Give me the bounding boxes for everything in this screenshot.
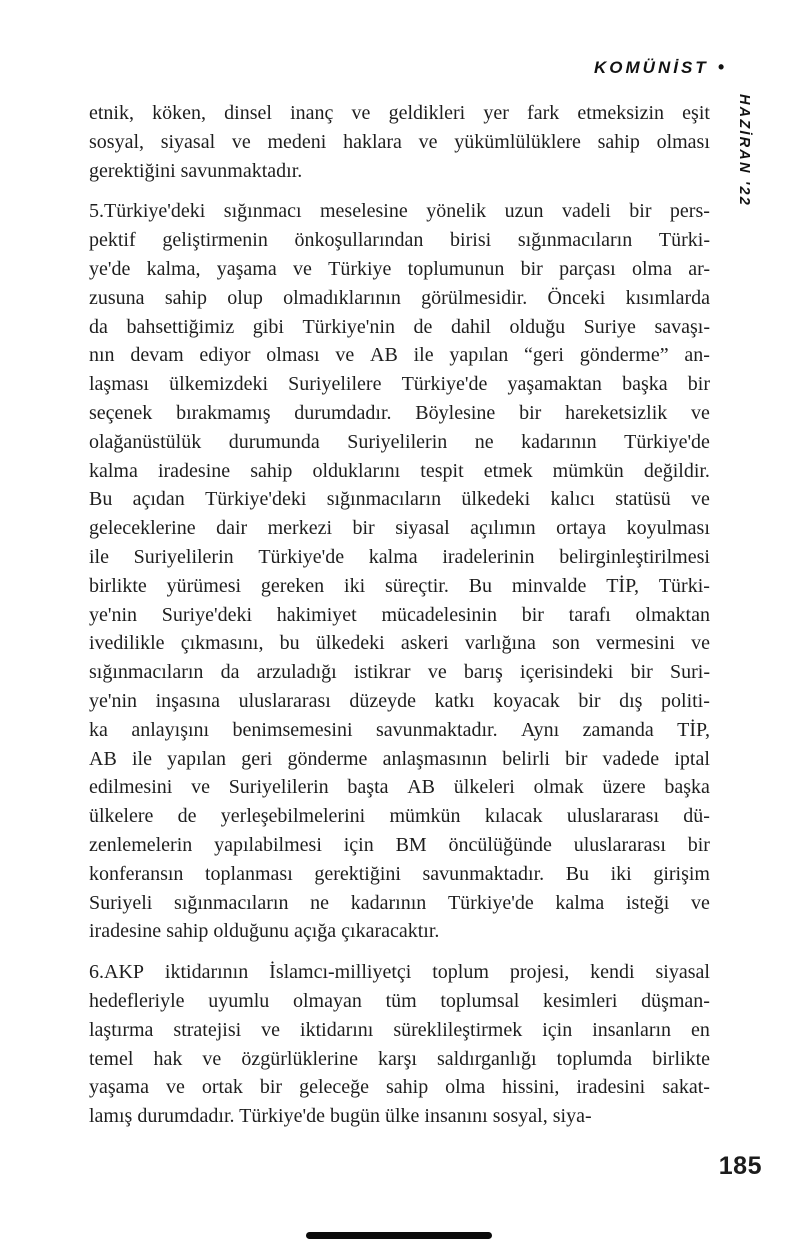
text-line: yaşama ve ortak bir geleceğe sahip olma hissini, iradesini sakat- [89, 1076, 710, 1099]
text-line: da bahsettiğimiz gibi Türkiye'nin de dahil olduğu Suriye savaşı- [89, 315, 710, 338]
text-line: geleceklerine dair merkezi bir siyasal açılımın ortaya koyulması [89, 517, 710, 540]
text-line: kalma iradesine sahip olduklarını tespit etmek mümkün değildir. [89, 459, 710, 482]
text-line: seçenek bırakmamış durumdadır. Böylesine bir hareketsizlik ve [89, 401, 710, 424]
text-line: gerektiğini savunmaktadır. [89, 159, 303, 182]
text-line: pektif geliştirmenin önkoşullarından birisi sığınmacıların Türki- [89, 229, 710, 252]
text-line: ka anlayışını benimsemesini savunmaktadır. Aynı zamanda TİP, [89, 718, 710, 741]
text-line: zusuna sahip olup olmadıklarının görülmesidir. Önceki kısımlarda [89, 286, 710, 309]
text-line: ivedilikle çıkmasını, bu ülkedeki askeri varlığına son vermesini ve [89, 632, 710, 655]
body-text [89, 99, 710, 1131]
text-line: ye'nin inşasına uluslararası düzeyde katkı koyacak bir dış politi- [89, 689, 710, 712]
text-line: birlikte yürümesi gereken iki süreçtir. Bu minvalde TİP, Türki- [89, 574, 710, 597]
text-line: zenlemelerin yapılabilmesi için BM öncülüğünde uluslararası bir [89, 833, 710, 856]
text-line: ülkelere de yerleşebilmelerini mümkün kılacak uluslararası dü- [89, 805, 710, 828]
paragraph [89, 958, 710, 1131]
text-line: Bu açıdan Türkiye'deki sığınmacıların ülkedeki kalıcı statüsü ve [89, 488, 710, 511]
text-line: iradesine sahip olduğunu açığa çıkaracaktır. [89, 920, 440, 943]
text-line: AB ile yapılan geri gönderme anlaşmasının belirli bir vadede iptal [89, 747, 710, 770]
text-line: sosyal, siyasal ve medeni haklara ve yükümlülüklere sahip olması [89, 130, 710, 153]
gesture-navigation-bar[interactable] [306, 1232, 492, 1239]
text-line: ye'de kalma, yaşama ve Türkiye toplumunun bir parçası olma ar- [89, 257, 710, 280]
text-line: etnik, köken, dinsel inanç ve geldikleri yer fark etmeksizin eşit [89, 102, 710, 124]
issue-label: HAZİRAN '22 [736, 94, 752, 208]
text-line: nın devam ediyor olması ve AB ile yapılan “geri gönderme” an- [89, 344, 710, 367]
text-line: ye'nin Suriye'deki hakimiyet mücadelesinin bir tarafı olmaktan [89, 603, 710, 626]
page-number: 185 [718, 1152, 762, 1180]
text-line: 5.Türkiye'deki sığınmacı meselesine yönelik uzun vadeli bir pers- [89, 200, 710, 223]
text-line: edilmesini ve Suriyelilerin başta AB ülkeleri olmak üzere başka [89, 776, 710, 799]
bullet-separator-icon: • [717, 57, 724, 77]
text-line: temel hak ve özgürlüklerine karşı saldırganlığı toplumda birlikte [89, 1047, 710, 1070]
text-line: laşması ülkemizdeki Suriyelilere Türkiye'de yaşamaktan başka bir [89, 373, 710, 396]
paragraph [89, 197, 710, 946]
journal-title: KOMÜNİST [594, 58, 709, 77]
text-line: sığınmacıların da arzuladığı istikrar ve barış içerisindeki bir Suri- [89, 661, 710, 684]
running-head [594, 57, 724, 78]
text-line: Suriyeli sığınmacıların ne kadarının Türkiye'de kalma isteği ve [89, 891, 710, 914]
text-line: hedefleriyle uyumlu olmayan tüm toplumsal kesimleri düşman- [89, 989, 710, 1012]
text-line: 6.AKP iktidarının İslamcı-milliyetçi toplum projesi, kendi siyasal [89, 961, 710, 984]
text-line: ile Suriyelilerin Türkiye'de kalma iradelerinin belirginleştirilmesi [89, 545, 710, 568]
text-line: laştırma stratejisi ve iktidarını süreklileştirmek için insanların en [89, 1018, 710, 1041]
paragraph [89, 99, 710, 185]
text-line: lamış durumdadır. Türkiye'de bugün ülke insanını sosyal, siya- [89, 1105, 592, 1128]
text-line: konferansın toplanması gerektiğini savunmaktadır. Bu iki girişim [89, 862, 710, 885]
text-line: olağanüstülük durumunda Suriyelilerin ne kadarının Türkiye'de [89, 430, 710, 453]
